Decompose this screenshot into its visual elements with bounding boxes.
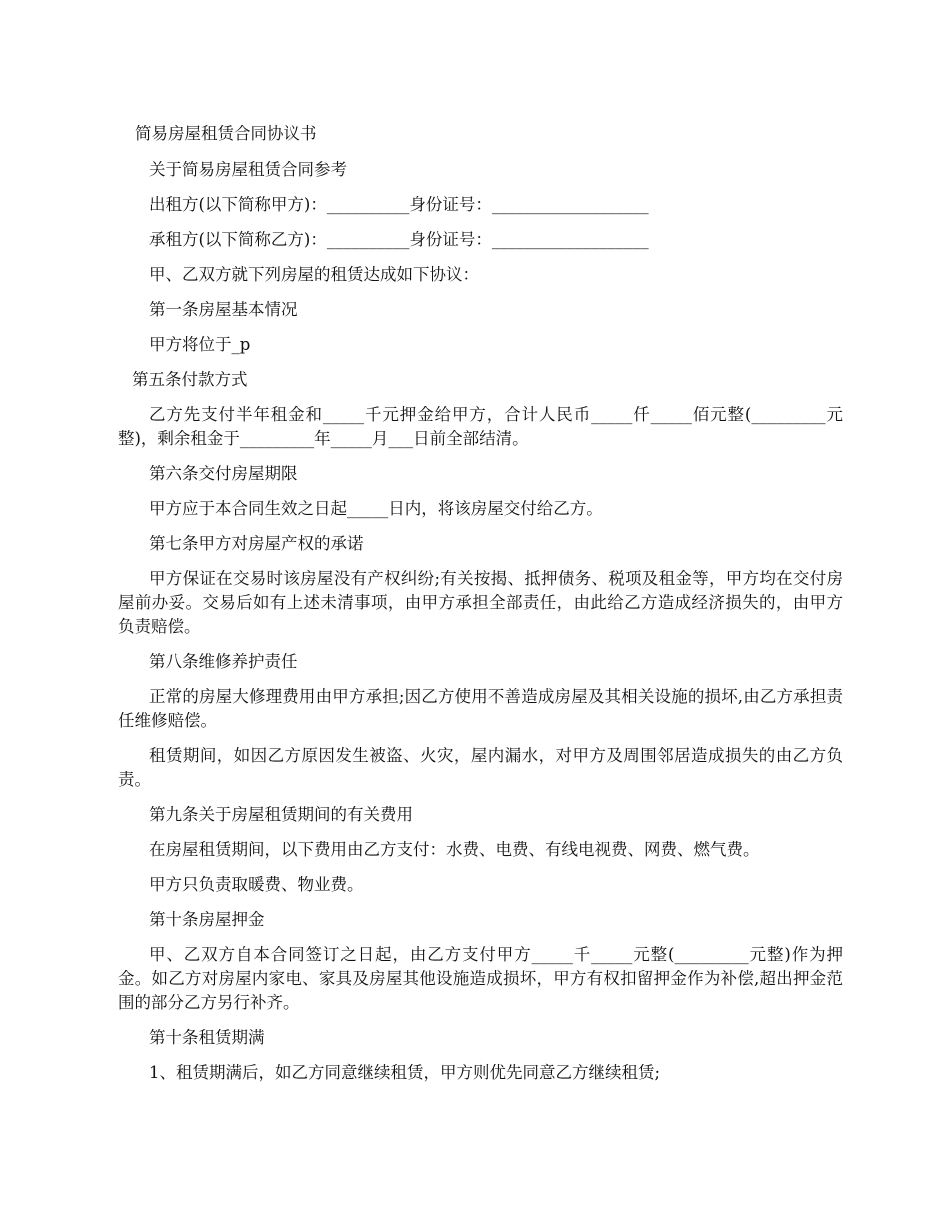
article-9-text-2: 甲方只负责取暖费、物业费。 (149, 875, 364, 894)
article-8-text-1: 正常的房屋大修理费用由甲方承担;因乙方使用不善造成房屋及其相关设施的损坏,由乙方承担责任维修赔偿。 (118, 687, 843, 730)
article-5-text: 乙方先支付半年租金和_____千元押金给甲方，合计人民币_____仟_____佰元整(_________元整)，剩余租金于_________年_____月___日前全部结清。 (118, 405, 843, 448)
article-6-heading: 第六条交付房屋期限 (149, 464, 298, 483)
document-title: 简易房屋租赁合同协议书 (135, 124, 317, 143)
lessor-line: 出租方(以下简称甲方)：__________身份证号：___________________ (149, 195, 649, 214)
article-10b-item-1: 1、租赁期满后，如乙方同意继续租赁，甲方则优先同意乙方继续租赁; (149, 1063, 661, 1082)
article-10b-heading: 第十条租赁期满 (149, 1028, 265, 1047)
article-6-text: 甲方应于本合同生效之日起_____日内，将该房屋交付给乙方。 (149, 499, 603, 518)
article-8-text-2: 租赁期间，如因乙方原因发生被盗、火灾，屋内漏水，对甲方及周围邻居造成损失的由乙方负责。 (118, 746, 843, 789)
lessee-line: 承租方(以下简称乙方)：__________身份证号：___________________ (149, 230, 649, 249)
article-8-heading: 第八条维修养护责任 (149, 652, 298, 671)
article-7-heading: 第七条甲方对房屋产权的承诺 (149, 534, 364, 553)
article-9-heading: 第九条关于房屋租赁期间的有关费用 (149, 805, 413, 824)
agreement-intro: 甲、乙双方就下列房屋的租赁达成如下协议： (149, 265, 479, 284)
article-10-text: 甲、乙双方自本合同签订之日起，由乙方支付甲方_____千_____元整(_________元整)作为押金。如乙方对房屋内家电、家具及房屋其他设施造成损坏，甲方有权扣留押金作为补偿,超出押金范围的部分乙方另行补齐。 (118, 945, 843, 1012)
article-5-heading: 第五条付款方式 (132, 370, 248, 389)
article-7-text: 甲方保证在交易时该房屋没有产权纠纷;有关按揭、抵押债务、税项及租金等，甲方均在交付房屋前办妥。交易后如有上述未清事项，由甲方承担全部责任，由此给乙方造成经济损失的，由甲方负责赔偿。 (118, 569, 843, 636)
article-9-text-1: 在房屋租赁期间，以下费用由乙方支付：水费、电费、有线电视费、网费、燃气费。 (149, 840, 760, 859)
article-1-heading: 第一条房屋基本情况 (149, 300, 298, 319)
document-subtitle: 关于简易房屋租赁合同参考 (149, 160, 347, 179)
document-body (118, 122, 843, 1096)
article-1-text: 甲方将位于_p (149, 335, 251, 354)
article-10-heading: 第十条房屋押金 (149, 910, 265, 929)
